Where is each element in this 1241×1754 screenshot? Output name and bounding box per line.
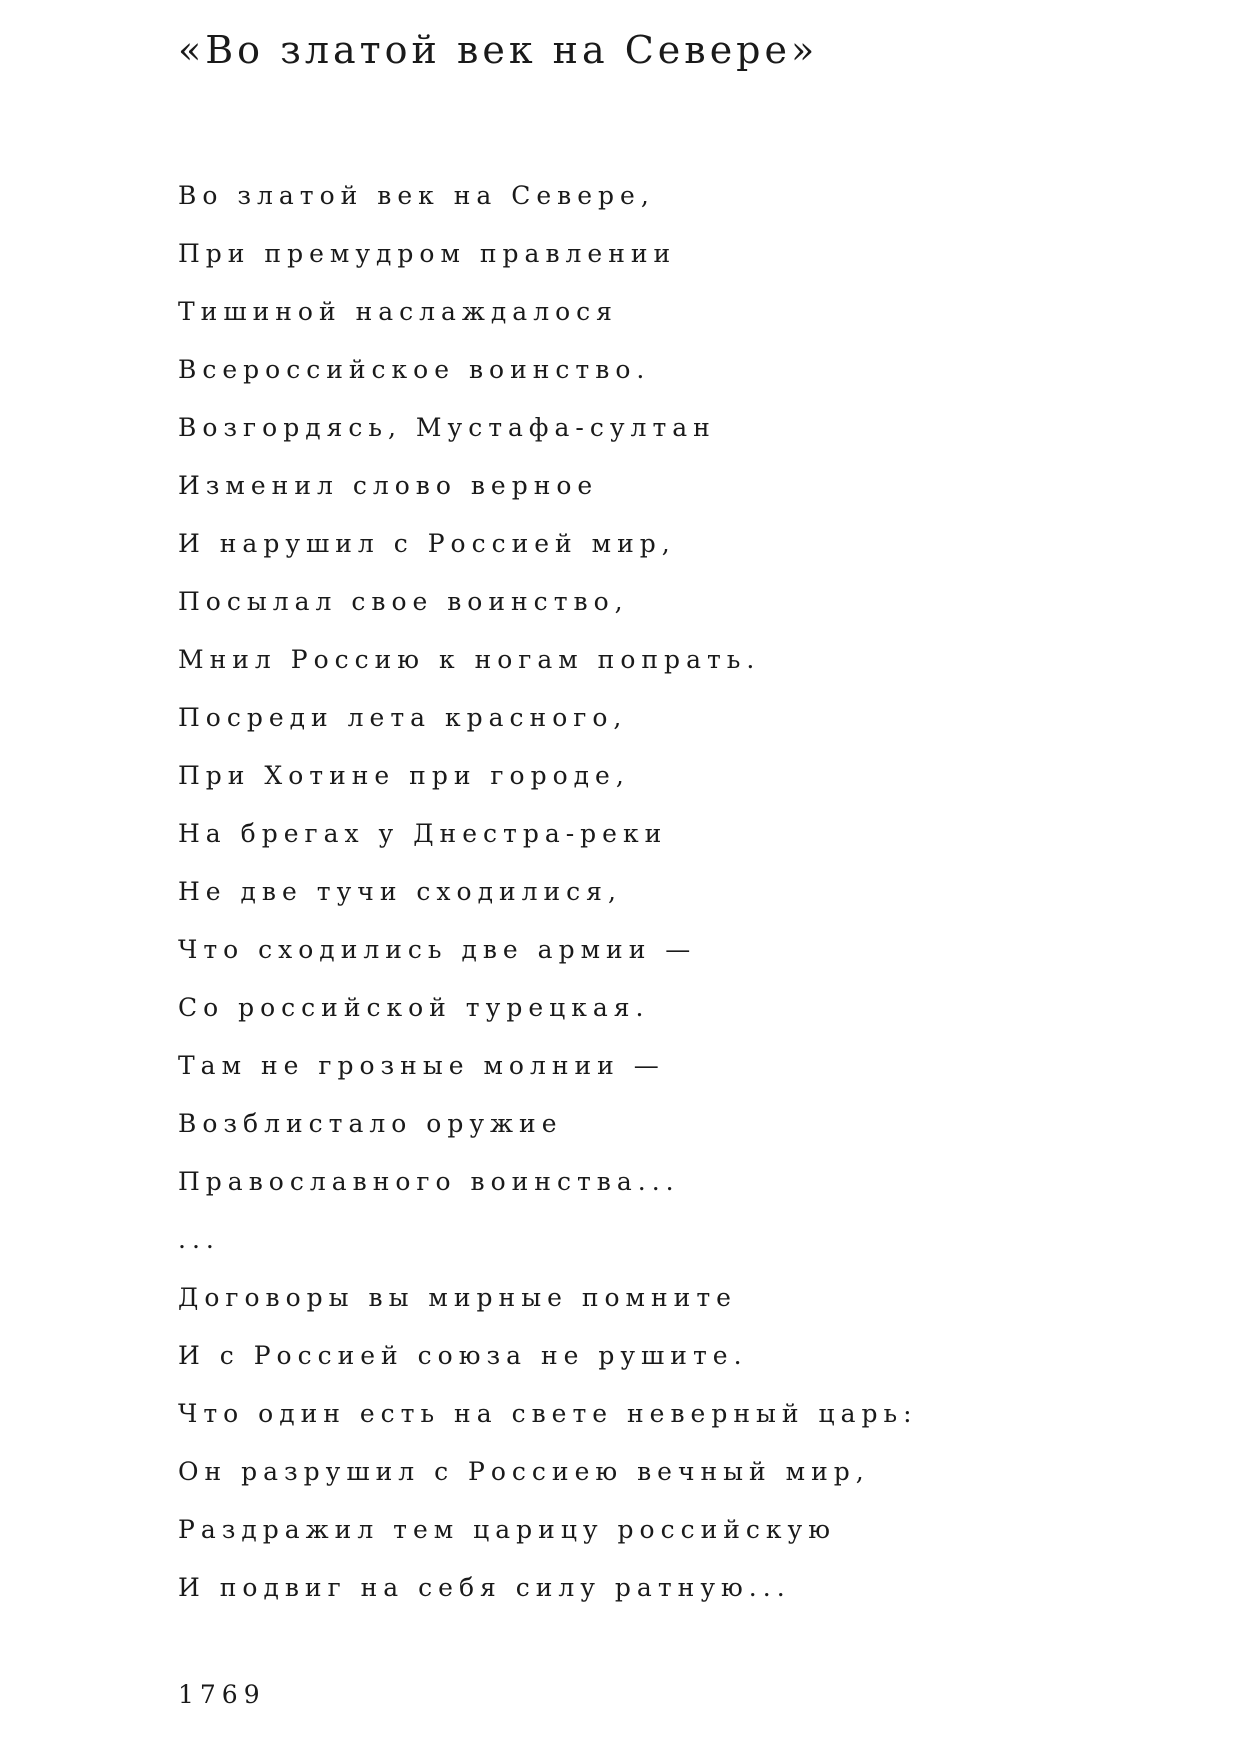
- poem-line: Раздражил тем царицу российскую: [178, 1515, 837, 1544]
- poem-line: Что сходились две армии —: [178, 935, 697, 964]
- poem-line: Тишиной наслаждалося: [178, 297, 618, 326]
- poem-line: Там не грозные молнии —: [178, 1051, 665, 1080]
- poem-line: И нарушил с Россией мир,: [178, 529, 676, 558]
- poem-title: «Во златой век на Севере»: [178, 28, 819, 72]
- poem-line: Что один есть на свете неверный царь:: [178, 1399, 918, 1428]
- poem-line: Всероссийское воинство.: [178, 355, 651, 384]
- poem-line: Возблистало оружие: [178, 1109, 563, 1138]
- poem-line: Мнил Россию к ногам попрать.: [178, 645, 761, 674]
- poem-line: Договоры вы мирные помните: [178, 1283, 737, 1312]
- poem-line: При премудром правлении: [178, 239, 677, 268]
- poem-line: Со российской турецкая.: [178, 993, 650, 1022]
- poem-line: ...: [178, 1225, 220, 1254]
- poem-line: При Хотине при городе,: [178, 761, 630, 790]
- poem-line: Не две тучи сходилися,: [178, 877, 622, 906]
- poem-line: Посреди лета красного,: [178, 703, 628, 732]
- poem-line: Возгордясь, Мустафа-султан: [178, 413, 716, 442]
- poem-line: И с Россией союза не рушите.: [178, 1341, 748, 1370]
- poem-line: Посылал свое воинство,: [178, 587, 629, 616]
- poem-line: На брегах у Днестра-реки: [178, 819, 668, 848]
- poem-line: Православного воинства...: [178, 1167, 680, 1196]
- poem-year: 1769: [178, 1680, 266, 1709]
- poem-line: Изменил слово верное: [178, 471, 599, 500]
- poem-line: И подвиг на себя силу ратную...: [178, 1573, 791, 1602]
- poem-body: [178, 167, 918, 1617]
- poem-line: Он разрушил с Россиею вечный мир,: [178, 1457, 870, 1486]
- poem-line: Во златой век на Севере,: [178, 181, 655, 210]
